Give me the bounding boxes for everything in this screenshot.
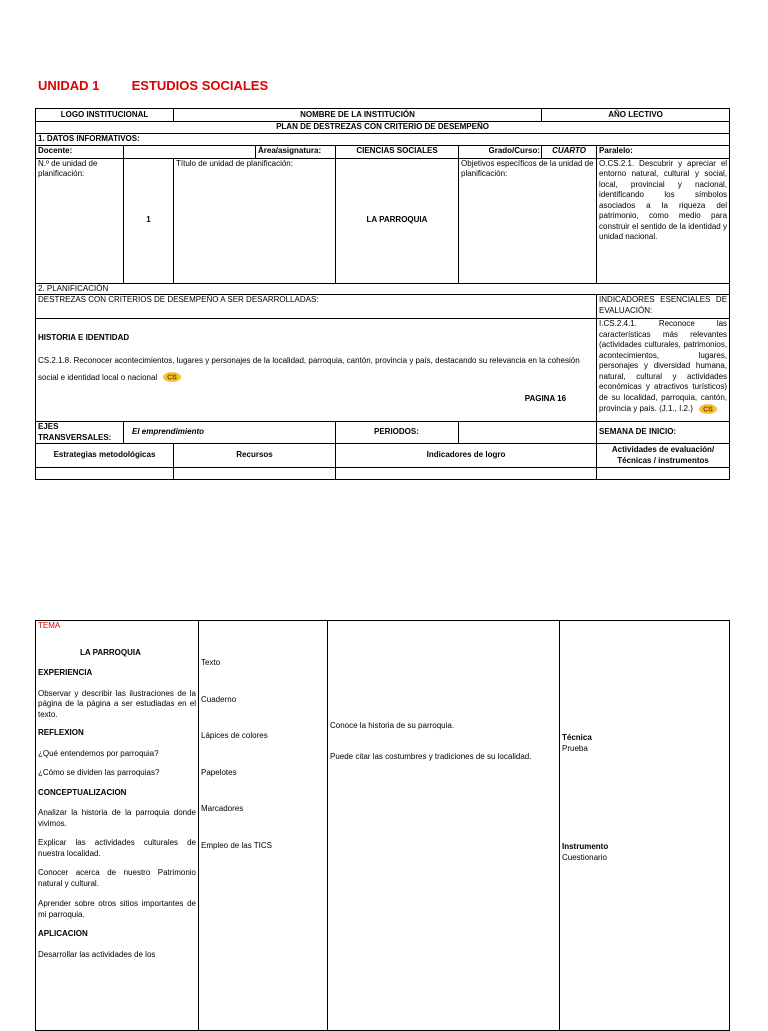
ejes-label: EJES TRANSVERSALES: [36,422,124,444]
indicators-label: INDICADORES ESENCIALES DE EVALUACIÓN: [597,295,730,319]
aplicacion-item-1: Desarrollar las actividades de los [38,949,156,959]
skills-label: DESTREZAS CON CRITERIOS DE DESEMPEÑO A SER DESARROLLADAS: [36,295,597,319]
resource-item: Marcadores [201,804,244,813]
cs-badge-icon [162,371,182,383]
grado-label: Grado/Curso: [489,145,542,158]
cs-badge-text: CS [167,374,178,382]
resource-item: Lápices de colores [201,731,268,740]
empty-cell [597,468,730,480]
conceptualizacion-item-1: Analizar la historia de la parroquia donde vivimos. [38,808,196,828]
indicators-text: I.CS.2.4.1. Reconoce las características más relevantes (actividades culturales, patrimonios, acontecimientos, lugares, personajes y diversidad humana, natural, cultural y actividades económicas y atractivos turísticos) de su localidad, parroquia, cantón, provincia y país. (J.1., I.2.) [599,319,728,414]
objectives-label: Objetivos específicos de la unidad de planificación: [459,158,597,283]
planning-form-table [35,108,730,480]
conceptualizacion-item-4: Aprender sobre otros sitios importantes de mi parroquia. [38,899,196,919]
experiencia-heading: EXPERIENCIA [38,668,93,677]
school-year-cell: AÑO LECTIVO [542,109,730,122]
conceptualizacion-item-3: Conocer acerca de nuestro Patrimonio natural y cultural. [38,868,196,888]
institution-name-cell: NOMBRE DE LA INSTITUCIÓN [174,109,542,122]
reflexion-heading: REFLEXION [38,728,84,737]
cs-badge-text: CS [703,406,713,414]
tema-label: TEMA [38,621,61,630]
achievement-item-2: Puede citar las costumbres y tradiciones de su localidad. [330,751,532,761]
resource-item: Texto [201,658,221,667]
empty-cell [174,468,336,480]
aplicacion-heading: APLICACION [38,929,88,938]
resource-item: Papelotes [201,767,237,777]
resource-item: Empleo de las TICS [201,840,272,850]
docente-label: Docente: [36,145,124,158]
page-heading [38,78,268,93]
subject-label: ESTUDIOS SOCIALES [131,78,269,93]
grado-value: CUARTO [542,145,597,158]
reflexion-question-1: ¿Qué entendemos por parroquia? [38,748,159,758]
resources-column [199,621,328,1031]
plan-title-cell: PLAN DE DESTREZAS CON CRITERIO DE DESEMPEÑO [36,122,730,134]
periodos-field[interactable] [459,422,597,444]
tema-title: LA PARROQUIA [80,647,141,657]
strategies-column [36,621,199,1031]
col-resources: Recursos [174,444,336,468]
paralelo-label: Paralelo: [597,145,730,158]
skills-cell [36,319,597,422]
reflexion-question-2: ¿Cómo se dividen las parroquias? [38,768,160,777]
experiencia-text: Observar y describir las ilustraciones de la página de la página a ser estudiadas en el texto. [38,688,196,719]
page-reference: PAGINA 16 [524,393,567,403]
logo-cell: LOGO INSTITUCIONAL [36,109,174,122]
skills-heading: HISTORIA E IDENTIDAD [38,333,130,342]
achievement-item-1: Conoce la historia de su parroquia. [330,721,455,730]
section-datos: 1. DATOS INFORMATIVOS: [36,134,730,146]
cs-badge-icon [698,403,718,415]
evaluation-column [560,621,730,1031]
grado-label-a [459,145,489,158]
unit-title-value: LA PARROQUIA [336,158,459,283]
empty-cell [336,468,597,480]
objectives-value: O.CS.2.1. Descubrir y apreciar el entorno natural, cultural y social, local, provincial y nacional, identificando los símbolos asociados a la riqueza del patrimonio, como medio para construir el sentido de la identidad y unidad nacional. [597,158,730,283]
section-planificacion: 2. PLANIFICACIÓN [36,283,730,295]
instrumento-label: Instrumento [562,842,609,851]
unit-number-label: N.º de unidad de planificación: [36,158,124,283]
achievement-column [328,621,560,1031]
ejes-value: El emprendimiento [124,422,336,444]
tecnica-label: Técnica [562,733,592,742]
periodos-label: PERIODOS: [336,422,459,444]
docente-field[interactable] [124,145,256,158]
col-achievement: Indicadores de logro [336,444,597,468]
tecnica-value: Prueba [562,743,588,753]
conceptualizacion-heading: CONCEPTUALIZACION [38,787,127,797]
skills-text: CS.2.1.8. Reconocer acontecimientos, lugares y personajes de la localidad, parroquia, cantón, provincia y país, destacando su relevancia en la cohesión social e identidad local o nacional [38,355,580,382]
area-value: CIENCIAS SOCIALES [336,145,459,158]
semana-label: SEMANA DE INICIO: [597,422,730,444]
empty-cell [36,468,174,480]
col-strategies: Estrategias metodológicas [36,444,174,468]
unit-number-value: 1 [124,158,174,283]
lesson-content-table [35,620,730,1031]
unit-label: UNIDAD 1 [38,78,100,93]
area-label: Área/asignatura: [256,145,336,158]
unit-title-label: Título de unidad de planificación: [174,158,336,283]
resource-item: Cuaderno [201,694,237,704]
col-evaluation: Actividades de evaluación/ Técnicas / instrumentos [597,444,730,468]
conceptualizacion-item-2: Explicar las actividades culturales de nuestra localidad. [38,838,196,858]
instrumento-value: Cuestionario [562,852,607,862]
indicators-cell [597,319,730,422]
